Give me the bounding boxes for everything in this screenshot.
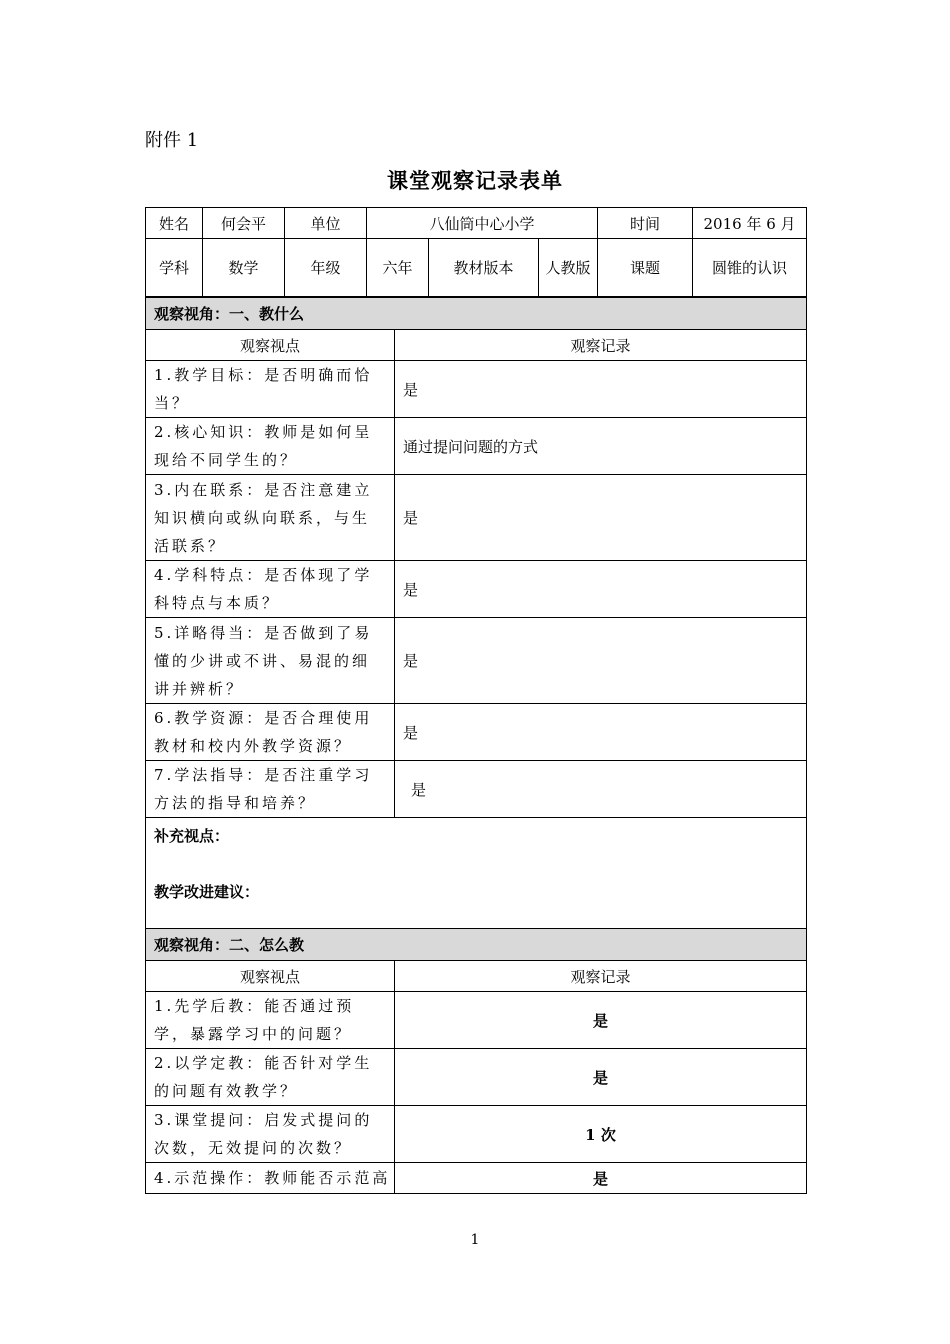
topic-value: 圆锥的认识 [693,239,807,297]
observation-point: 4.示范操作：教师能否示范高 [146,1163,395,1194]
col-record-header: 观察记录 [395,330,807,361]
observation-record: 通过提问问题的方式 [395,418,807,475]
subject-value: 数学 [203,239,285,297]
table-row [146,1106,807,1163]
observation-record: 1 次 [395,1106,807,1163]
section-1-title: 观察视角：一、教什么 [146,298,807,330]
observation-point: 3.课堂提问：启发式提问的次数，无效提问的次数？ [146,1106,395,1163]
topic-label: 课题 [598,239,693,297]
observation-point: 2.核心知识：教师是如何呈现给不同学生的？ [146,418,395,475]
suggestion-label: 教学改进建议： [154,883,260,901]
table-row [146,761,807,818]
unit-value: 八仙筒中心小学 [367,208,598,239]
observation-record: 是 [395,761,807,818]
observation-record: 是 [395,618,807,704]
info-row-2 [146,239,807,297]
section-2-columns [146,961,807,992]
observation-record: 是 [395,1163,807,1194]
info-row-1 [146,208,807,239]
info-table [145,207,807,297]
unit-label: 单位 [285,208,367,239]
observation-point: 1.先学后教：能否通过预学，暴露学习中的问题？ [146,992,395,1049]
subject-label: 学科 [146,239,203,297]
table-row [146,418,807,475]
observation-record: 是 [395,992,807,1049]
col-point-header: 观察视点 [146,961,395,992]
name-value: 何会平 [203,208,285,239]
observation-point: 2.以学定教：能否针对学生的问题有效教学？ [146,1049,395,1106]
section-2-header [146,929,807,961]
observation-point: 1.教学目标：是否明确而恰当？ [146,361,395,418]
supplement-cell [146,818,807,929]
textbook-label: 教材版本 [429,239,539,297]
observation-record: 是 [395,361,807,418]
table-row [146,992,807,1049]
col-record-header: 观察记录 [395,961,807,992]
time-label: 时间 [598,208,693,239]
table-row [146,361,807,418]
section-1-columns [146,330,807,361]
observation-point: 5.详略得当：是否做到了易懂的少讲或不讲、易混的细讲并辨析？ [146,618,395,704]
table-row [146,1163,807,1194]
observation-point: 3.内在联系：是否注意建立知识横向或纵向联系，与生活联系？ [146,475,395,561]
table-row [146,704,807,761]
section-1-header [146,298,807,330]
page-number: 1 [470,1232,480,1248]
section-2-title: 观察视角：二、怎么教 [146,929,807,961]
time-value: 2016 年 6 月 [693,208,807,239]
table-row [146,618,807,704]
col-point-header: 观察视点 [146,330,395,361]
name-label: 姓名 [146,208,203,239]
supplement-label: 补充视点： [154,827,230,845]
observation-record: 是 [395,475,807,561]
grade-label: 年级 [285,239,367,297]
table-row [146,475,807,561]
textbook-value: 人教版 [539,239,598,297]
observation-record: 是 [395,1049,807,1106]
observation-table [145,297,807,1194]
table-row [146,561,807,618]
attachment-label: 附件 1 [145,130,199,151]
observation-record: 是 [395,704,807,761]
supplement-row [146,818,807,929]
page-title: 课堂观察记录表单 [387,168,563,193]
observation-record: 是 [395,561,807,618]
observation-point: 4.学科特点：是否体现了学科特点与本质？ [146,561,395,618]
observation-point: 7.学法指导：是否注重学习方法的指导和培养？ [146,761,395,818]
observation-point: 6.教学资源：是否合理使用教材和校内外教学资源？ [146,704,395,761]
table-row [146,1049,807,1106]
grade-value: 六年 [367,239,429,297]
